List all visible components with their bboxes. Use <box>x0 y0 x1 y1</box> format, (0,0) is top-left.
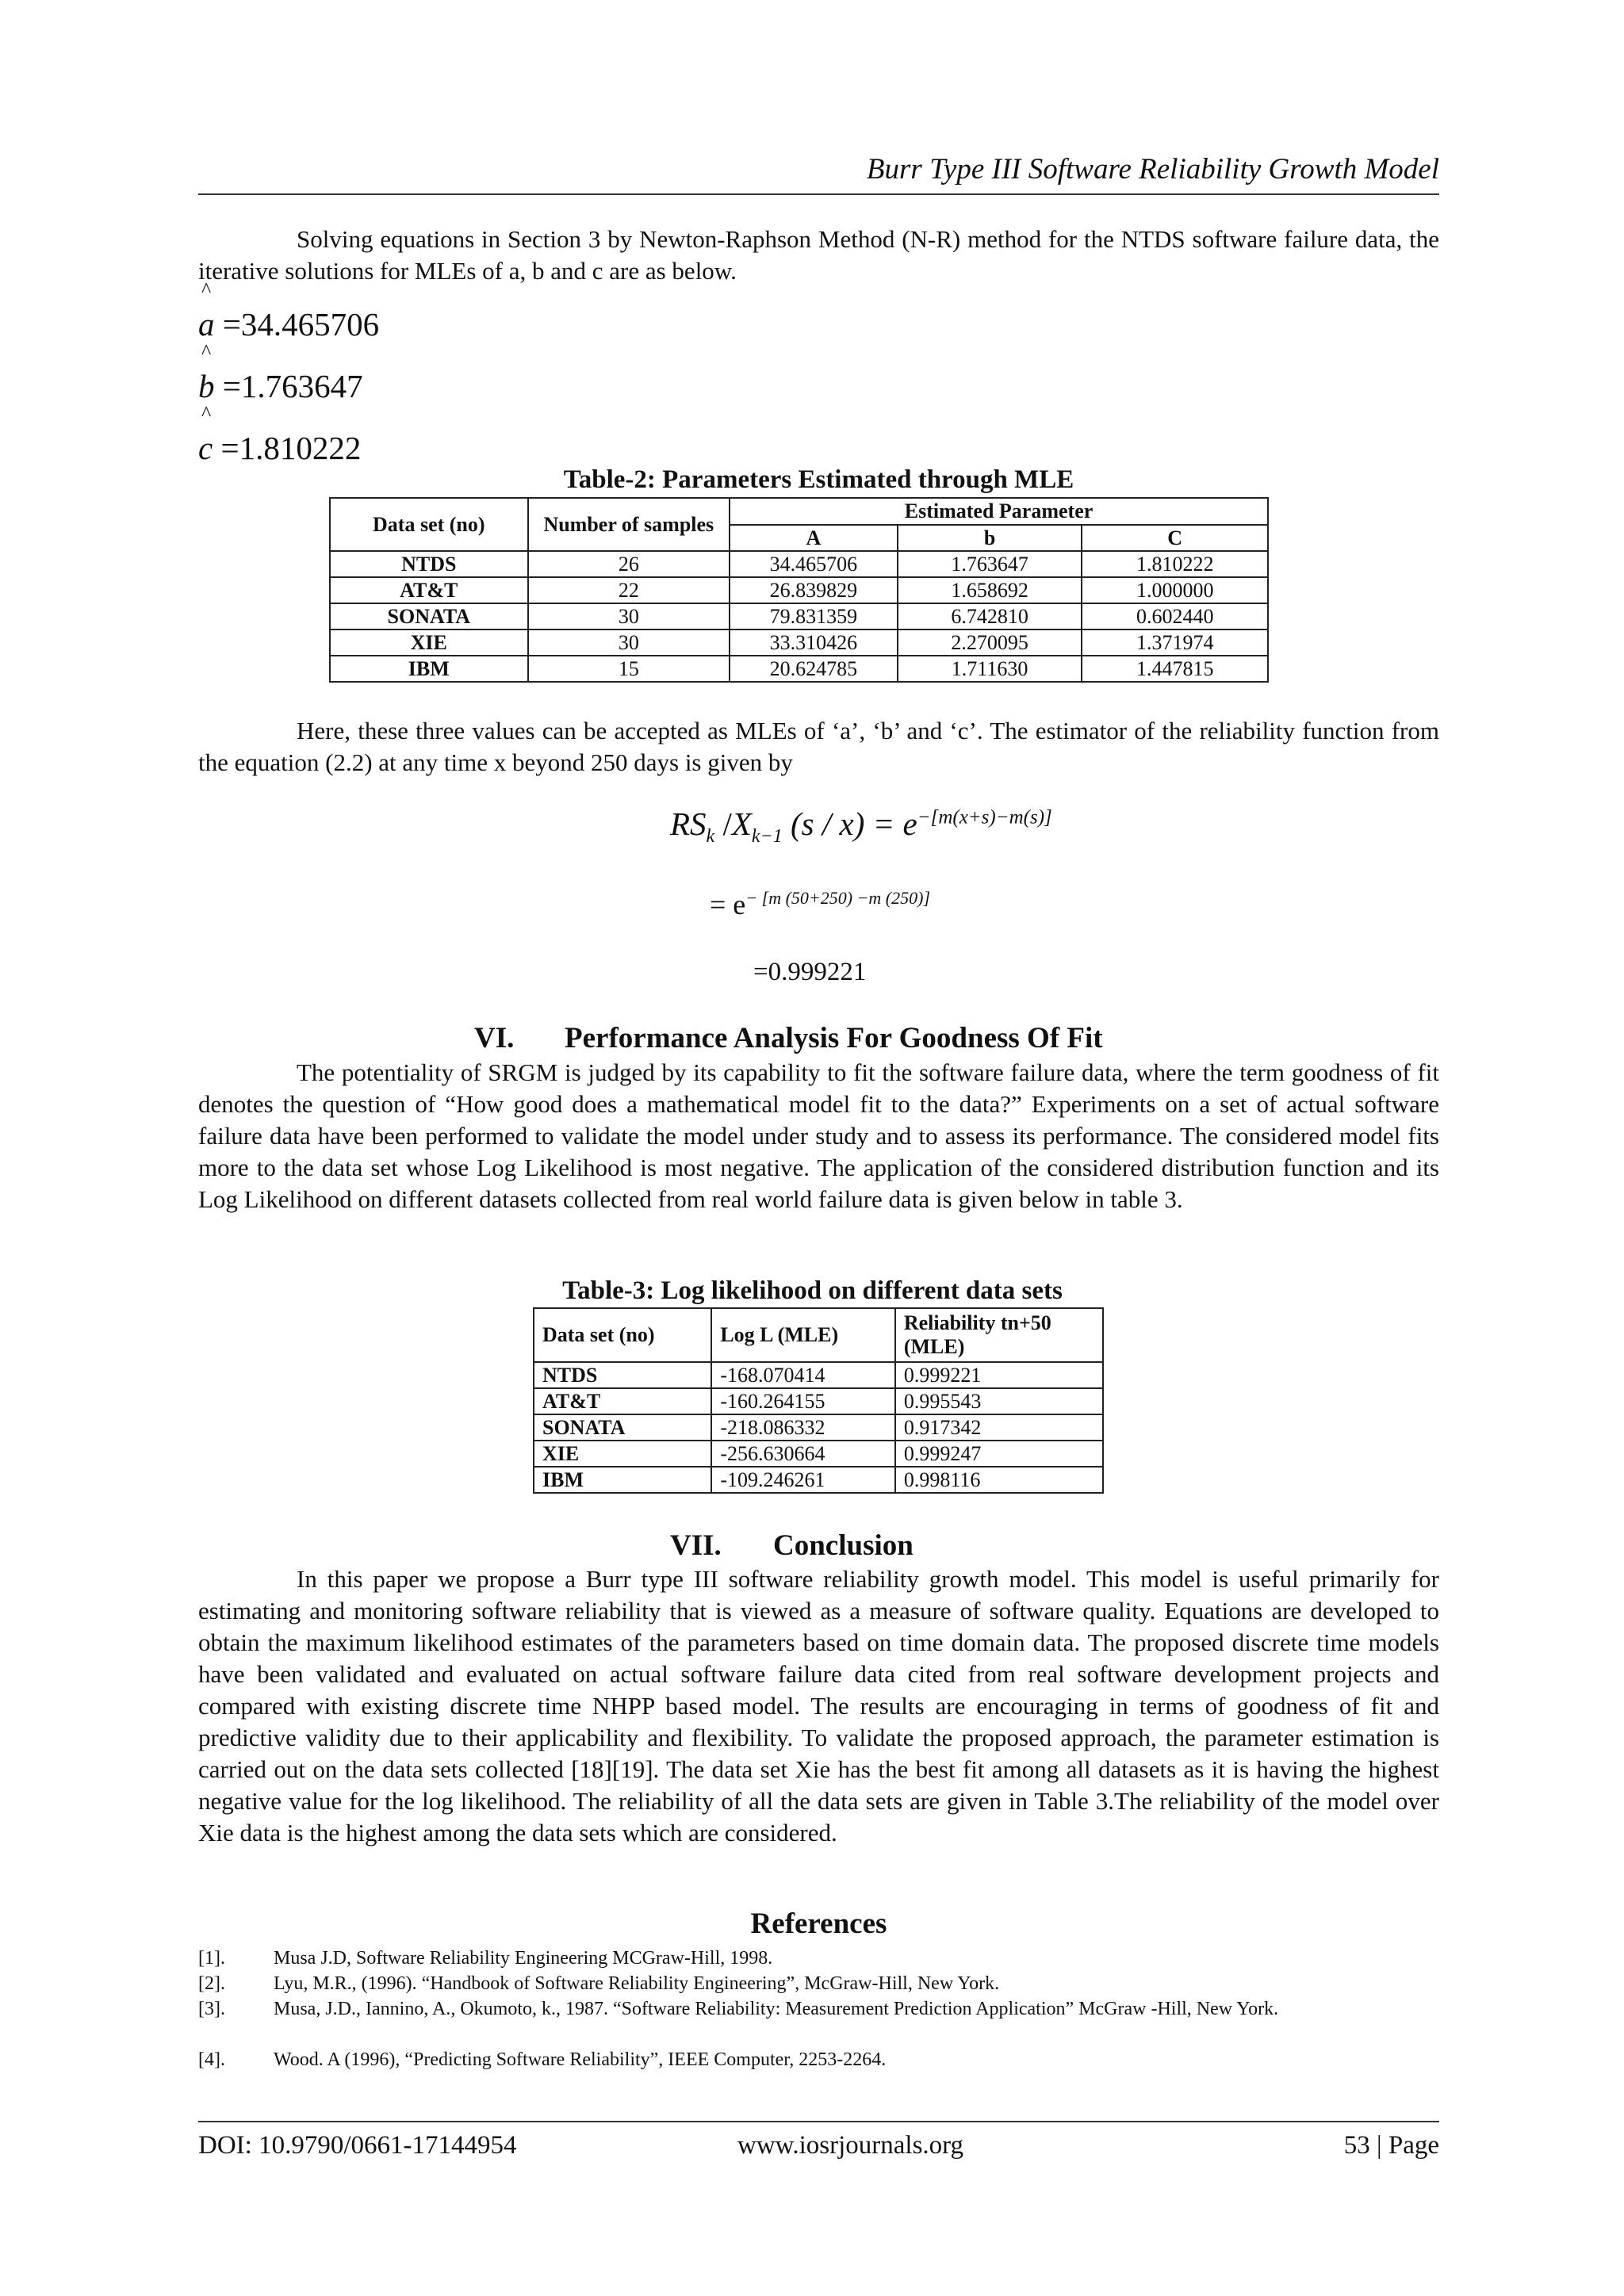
table-row <box>534 1388 1103 1414</box>
estimate-b-equals: = <box>222 368 241 404</box>
reliability-result: =0.999221 <box>753 958 867 986</box>
estimate-c-symbol: c <box>198 430 213 466</box>
table2-cell-a: 34.465706 <box>730 551 898 577</box>
footer-doi: DOI: 10.9790/0661-17144954 <box>198 2131 517 2160</box>
reference-item <box>198 1997 1439 2046</box>
hat-b: ^ <box>201 340 212 363</box>
table2-cell-a: 33.310426 <box>730 629 898 656</box>
reference-number: [2]. <box>198 1973 225 1994</box>
table2-header-dataset: Data set (no) <box>330 498 528 551</box>
eq-sub-k1: k−1 <box>751 826 783 848</box>
header-rule <box>198 193 1439 195</box>
reliability-equation <box>670 805 1052 848</box>
reliability-equation-line2 <box>710 888 930 921</box>
table3-cell-logl: -168.070414 <box>711 1362 894 1388</box>
eq-x: X <box>731 806 752 842</box>
table2-cell-a: 79.831359 <box>730 603 898 629</box>
section6-number: VI. <box>474 1022 515 1054</box>
estimate-a-symbol: a <box>198 306 215 342</box>
table2-cell-b: 2.270095 <box>898 629 1082 656</box>
reference-text: Musa, J.D., Iannino, A., Okumoto, k., 1987. “Software Reliability: Measurement Prediction Application” McGraw -Hill, New York. <box>274 1999 1279 2019</box>
table-row <box>330 577 1268 603</box>
footer-page: 53 | Page <box>1343 2131 1439 2160</box>
table-row <box>534 1467 1103 1493</box>
estimate-a-equals: = <box>222 306 241 342</box>
table3-header-logl: Log L (MLE) <box>711 1308 894 1362</box>
table3-header-reliability: Reliability tn+50 (MLE) <box>895 1308 1103 1362</box>
table2-cell-dataset: AT&T <box>330 577 528 603</box>
table2-cell-samples: 30 <box>528 603 730 629</box>
estimate-b-value: 1.763647 <box>240 368 363 404</box>
table2-cell-b: 1.763647 <box>898 551 1082 577</box>
eq-slash: / <box>722 806 732 842</box>
table3-header-dataset: Data set (no) <box>534 1308 711 1362</box>
table2-title: Table-2: Parameters Estimated through MLE <box>563 465 1074 494</box>
reference-text: Lyu, M.R., (1996). “Handbook of Software Reliability Engineering”, McGraw-Hill, New York. <box>274 1973 1000 1994</box>
table-row <box>330 551 1268 577</box>
table2-cell-c: 1.000000 <box>1082 577 1268 603</box>
reference-number: [3]. <box>198 1999 225 2019</box>
section6-paragraph: The potentiality of SRGM is judged by its capability to fit the software failure data, where the term goodness of fit denotes the question of “How good does a mathematical model fit to the data?” Experiments on a set of actual software failure data have been performed to validate the model under study and to assess its performance. The considered model fits more to the data set whose Log Likelihood is most negative. The application of the considered distribution function and its Log Likelihood on different datasets collected from real world failure data is given below in table 3. <box>198 1058 1439 1213</box>
table2-header-samples: Number of samples <box>528 498 730 551</box>
eq-sub-k: k <box>706 826 715 848</box>
eq-rs: RS <box>670 806 707 842</box>
footer-site: www.iosrjournals.org <box>737 2131 964 2160</box>
reference-item <box>198 2048 1439 2072</box>
eq-args: (s / x) = e <box>791 806 917 842</box>
reference-number: [4]. <box>198 2049 225 2070</box>
reference-item <box>198 1972 1439 1996</box>
table-row <box>534 1362 1103 1388</box>
reliability-paragraph: Here, these three values can be accepted as MLEs of ‘a’, ‘b’ and ‘c’. The estimator of the reliability function from the equation (2.2) at any time x beyond 250 days is given by <box>198 717 1439 776</box>
table-row <box>534 1414 1103 1441</box>
reference-item <box>198 1946 1439 1970</box>
table-row <box>534 1441 1103 1467</box>
table2-cell-b: 1.658692 <box>898 577 1082 603</box>
table3-cell-reliability: 0.998116 <box>895 1467 1103 1493</box>
eq2-lhs: = e <box>710 889 746 920</box>
table3-cell-dataset: SONATA <box>534 1414 711 1441</box>
table2-cell-dataset: SONATA <box>330 603 528 629</box>
table-row <box>330 629 1268 656</box>
table2 <box>329 497 1269 683</box>
table2-cell-samples: 30 <box>528 629 730 656</box>
table2-cell-samples: 15 <box>528 656 730 682</box>
section7-title: Conclusion <box>773 1529 914 1562</box>
table-row <box>330 603 1268 629</box>
references-title: References <box>750 1908 887 1940</box>
estimate-a <box>198 278 380 343</box>
table2-cell-dataset: IBM <box>330 656 528 682</box>
table3-cell-logl: -256.630664 <box>711 1441 894 1467</box>
table-row <box>330 656 1268 682</box>
table2-cell-b: 6.742810 <box>898 603 1082 629</box>
table2-cell-a: 20.624785 <box>730 656 898 682</box>
table2-cell-c: 1.447815 <box>1082 656 1268 682</box>
estimate-c-value: 1.810222 <box>239 430 362 466</box>
estimate-a-value: 34.465706 <box>240 306 380 342</box>
table2-cell-c: 0.602440 <box>1082 603 1268 629</box>
table3-cell-dataset: IBM <box>534 1467 711 1493</box>
conclusion-paragraph: In this paper we propose a Burr type III software reliability growth model. This model is useful primarily for estimating and monitoring software reliability that is viewed as a measure of software quality. Equations are developed to obtain the maximum likelihood estimates of the parameters based on time domain data. The proposed discrete time models have been validated and evaluated on actual software failure data cited from real software development projects and compared with existing discrete time NHPP based model. The results are encouraging in terms of goodness of fit and predictive validity due to their applicability and flexibility. To validate the proposed approach, the parameter estimation is carried out on the data sets collected [18][19]. The data set Xie has the best fit among all datasets as it is having the highest negative value for the log likelihood. The reliability of all the data sets are given in Table 3.The reliability of the model over Xie data is the highest among the data sets which are considered. <box>198 1565 1439 1846</box>
hat-a: ^ <box>201 278 212 301</box>
footer-rule <box>198 2121 1439 2122</box>
table3-cell-dataset: XIE <box>534 1441 711 1467</box>
estimate-b <box>198 340 363 405</box>
table2-header-estimated: Estimated Parameter <box>730 498 1268 525</box>
eq2-exponent: − [m (50+250) −m (250)] <box>745 888 931 908</box>
table3-cell-reliability: 0.999247 <box>895 1441 1103 1467</box>
table2-cell-dataset: NTDS <box>330 551 528 577</box>
estimate-c-equals: = <box>220 430 239 466</box>
table3-cell-reliability: 0.917342 <box>895 1414 1103 1441</box>
table2-cell-samples: 26 <box>528 551 730 577</box>
section6-title: Performance Analysis For Goodness Of Fit <box>565 1022 1103 1054</box>
table3-title: Table-3: Log likelihood on different data sets <box>562 1276 1063 1305</box>
table3 <box>533 1307 1104 1494</box>
table3-cell-dataset: NTDS <box>534 1362 711 1388</box>
eq-exponent: −[m(x+s)−m(s)] <box>917 806 1052 828</box>
hat-c: ^ <box>201 402 212 425</box>
table2-cell-c: 1.371974 <box>1082 629 1268 656</box>
running-head: Burr Type III Software Reliability Growth Model <box>866 153 1439 186</box>
table2-header-b: b <box>898 525 1082 551</box>
table3-cell-logl: -109.246261 <box>711 1467 894 1493</box>
section7-number: VII. <box>670 1529 722 1562</box>
table3-cell-logl: -160.264155 <box>711 1388 894 1414</box>
estimate-c <box>198 402 362 467</box>
table3-cell-reliability: 0.999221 <box>895 1362 1103 1388</box>
estimate-b-symbol: b <box>198 368 215 404</box>
table3-cell-reliability: 0.995543 <box>895 1388 1103 1414</box>
table2-cell-dataset: XIE <box>330 629 528 656</box>
reference-text: Musa J.D, Software Reliability Engineering MCGraw-Hill, 1998. <box>274 1948 773 1969</box>
table3-cell-dataset: AT&T <box>534 1388 711 1414</box>
table2-cell-a: 26.839829 <box>730 577 898 603</box>
table2-cell-c: 1.810222 <box>1082 551 1268 577</box>
reference-text: Wood. A (1996), “Predicting Software Reliability”, IEEE Computer, 2253-2264. <box>274 2049 887 2070</box>
table2-cell-b: 1.711630 <box>898 656 1082 682</box>
table3-cell-logl: -218.086332 <box>711 1414 894 1441</box>
reference-number: [1]. <box>198 1948 225 1969</box>
table2-header-a: A <box>730 525 898 551</box>
table2-cell-samples: 22 <box>528 577 730 603</box>
table2-header-c: C <box>1082 525 1268 551</box>
intro-paragraph: Solving equations in Section 3 by Newton-Raphson Method (N-R) method for the NTDS software failure data, the iterative solutions for MLEs of a, b and c are as below. <box>198 225 1439 285</box>
